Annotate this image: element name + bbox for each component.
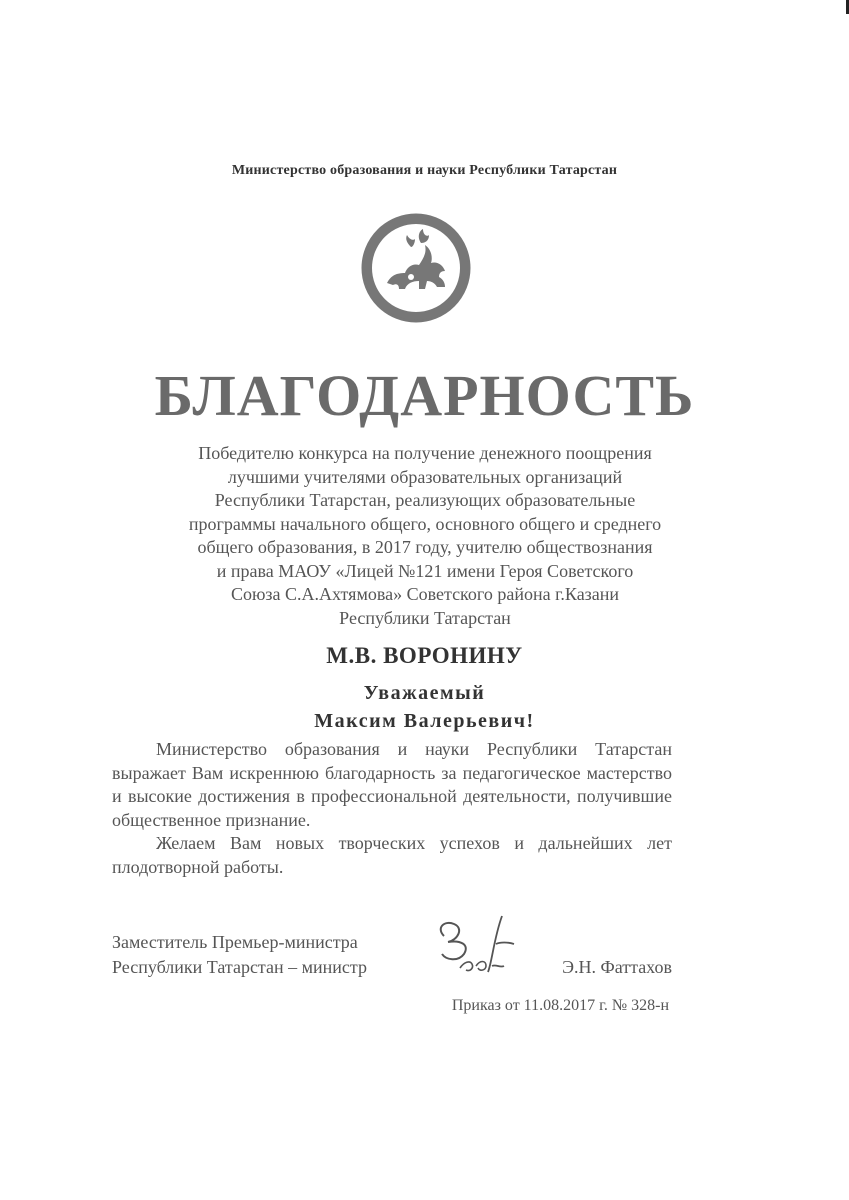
- preamble-line: и права МАОУ «Лицей №121 имени Героя Советского: [216, 560, 634, 581]
- salutation: [0, 679, 849, 735]
- preamble-line: Победителю конкурса на получение денежного поощрения: [198, 443, 652, 463]
- signatory-name: Э.Н. Фаттахов: [562, 957, 672, 977]
- preamble-line: Республики Татарстан: [339, 607, 511, 628]
- salutation-line-2: Максим Валерьевич!: [314, 710, 535, 732]
- signatory-position-line-1: Заместитель Премьер-министра: [112, 932, 358, 952]
- signatory-position: [112, 930, 367, 980]
- salutation-line-1: Уважаемый: [363, 682, 486, 704]
- body-paragraph-1: Министерство образования и науки Республики Татарстан выражает Вам искреннюю благодарность за педагогическое мастерство и высокие достижения в профессиональной деятельности, получившие общественное признание.: [112, 739, 672, 830]
- letter-body: [112, 738, 672, 879]
- preamble-line: лучшими учителями образовательных организаций: [227, 466, 623, 487]
- preamble-line: Республики Татарстан, реализующих образовательные: [214, 490, 636, 510]
- preamble-line: программы начального общего, основного общего и среднего: [188, 513, 662, 534]
- preamble-line: Союза С.А.Ахтямова» Советского района г.Казани: [230, 584, 620, 604]
- signature-block: [112, 930, 672, 990]
- body-paragraph-2: Желаем Вам новых творческих успехов и дальнейших лет плодотворной работы.: [112, 833, 672, 877]
- recipient-name: М.В. ВОРОНИНУ: [326, 643, 523, 668]
- document-title: БЛАГОДАРНОСТЬ: [154, 363, 695, 428]
- order-reference: Приказ от 11.08.2017 г. № 328-н: [451, 997, 669, 1014]
- tatarstan-emblem-icon: [361, 213, 471, 323]
- ministry-header: Министерство образования и науки Республики Татарстан: [231, 163, 618, 178]
- preamble: [60, 442, 790, 630]
- preamble-line: общего образования, в 2017 году, учителю обществознания: [197, 537, 653, 557]
- signatory-position-line-2: Республики Татарстан – министр: [112, 957, 368, 977]
- handwritten-signature-icon: [430, 908, 520, 988]
